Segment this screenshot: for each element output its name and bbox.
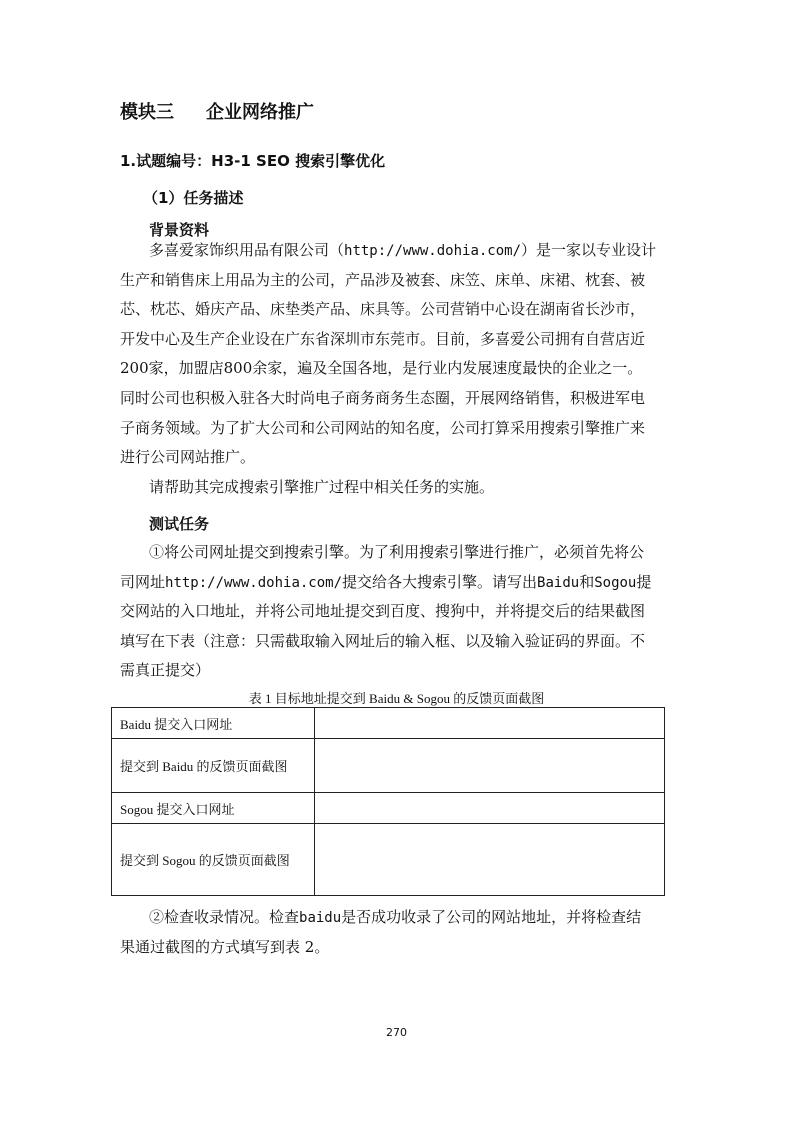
text-run: ②检查收录情况。检查	[149, 908, 300, 926]
question-title	[120, 150, 385, 171]
table-row	[112, 824, 665, 896]
text-line: 需真正提交）	[120, 661, 211, 680]
module-number: 模块三	[120, 102, 174, 123]
task-item-2	[120, 903, 675, 962]
text-run: 提交给各大搜索引擎。请写出	[342, 572, 538, 591]
text-run: baidu	[299, 910, 342, 926]
table-caption: 表 1 目标地址提交到 Baidu & Sogou 的反馈页面截图	[248, 691, 545, 706]
text-line: 200家，加盟店800余家，遍及全国各地，是行业内发展速度最快的企业之一。	[120, 359, 643, 378]
background-paragraph	[120, 236, 675, 502]
text-line: 同时公司也积极入驻各大时尚电子商务商务生态圈，开展网络销售，积极进军电	[120, 388, 646, 407]
section-heading: （1）任务描述	[143, 189, 244, 207]
text-line: 请帮助其完成搜索引擎推广过程中相关任务的实施。	[149, 477, 495, 496]
company-url: http://www.dohia.com/	[344, 243, 522, 259]
text-line: 子商务领域。为了扩大公司和公司网站的知名度，公司打算采用搜索引擎推广来	[120, 418, 646, 437]
text-run: 和	[579, 572, 595, 591]
text-run: 多喜爱家饰织用品有限公司（	[149, 241, 345, 259]
text-line: ①将公司网址提交到搜索引擎。为了利用搜索引擎进行推广，必须首先将公	[149, 543, 645, 561]
text-line: 填写在下表（注意：只需截取输入网址后的输入框、以及输入验证码的界面。不	[120, 631, 646, 650]
task-item-1	[120, 538, 675, 686]
test-task-heading: 测试任务	[149, 515, 210, 533]
module-name: 企业网络推广	[206, 102, 314, 123]
submission-table	[111, 707, 665, 896]
table-row	[112, 793, 665, 824]
table-row	[112, 708, 665, 739]
text-line	[120, 903, 675, 933]
question-name: 搜索引擎优化	[295, 152, 386, 170]
text-run: 提	[636, 572, 652, 591]
question-code: H3-1 SEO	[211, 152, 290, 170]
text-line: 芯、枕芯、婚庆产品、床垫类产品、床具等。公司营销中心设在湖南省长沙市，	[120, 300, 646, 319]
text-run: 是否成功收录了公司的网站地址，并将检查结	[341, 908, 642, 926]
text-line: 交网站的入口地址，并将公司地址提交到百度、搜狗中，并将提交后的结果截图	[120, 602, 646, 621]
table-cell-label: 提交到 Sogou 的反馈页面截图	[112, 824, 315, 896]
text-line: 进行公司网站推广。	[120, 448, 256, 467]
background-heading: 背景资料	[149, 221, 210, 239]
table-row	[112, 739, 665, 793]
text-line	[120, 568, 675, 598]
text-line	[120, 236, 675, 266]
table-cell-label: Baidu 提交入口网址	[112, 708, 315, 739]
module-title	[120, 98, 314, 124]
text-run: Baidu	[537, 574, 580, 591]
table-cell-value[interactable]	[315, 708, 665, 739]
text-line: 生产和销售床上用品为主的公司，产品涉及被套、床笠、床单、床裙、枕套、被	[120, 270, 646, 289]
table-cell-value[interactable]	[315, 739, 665, 793]
text-line: 开发中心及生产企业设在广东省深圳市东莞市。目前，多喜爱公司拥有自营店近	[120, 329, 646, 348]
question-prefix: 1.试题编号：	[120, 152, 212, 170]
table-cell-label: 提交到 Baidu 的反馈页面截图	[112, 739, 315, 793]
table-cell-label: Sogou 提交入口网址	[112, 793, 315, 824]
text-line: 果通过截图的方式填写到表 2。	[120, 937, 330, 956]
text-run: ）是一家以专业设计	[521, 241, 657, 259]
text-run: 司网址	[120, 572, 166, 591]
page-number: 270	[386, 1026, 407, 1039]
text-run: Sogou	[594, 574, 637, 591]
company-url: http://www.dohia.com/	[165, 574, 343, 591]
table-cell-value[interactable]	[315, 824, 665, 896]
table-cell-value[interactable]	[315, 793, 665, 824]
